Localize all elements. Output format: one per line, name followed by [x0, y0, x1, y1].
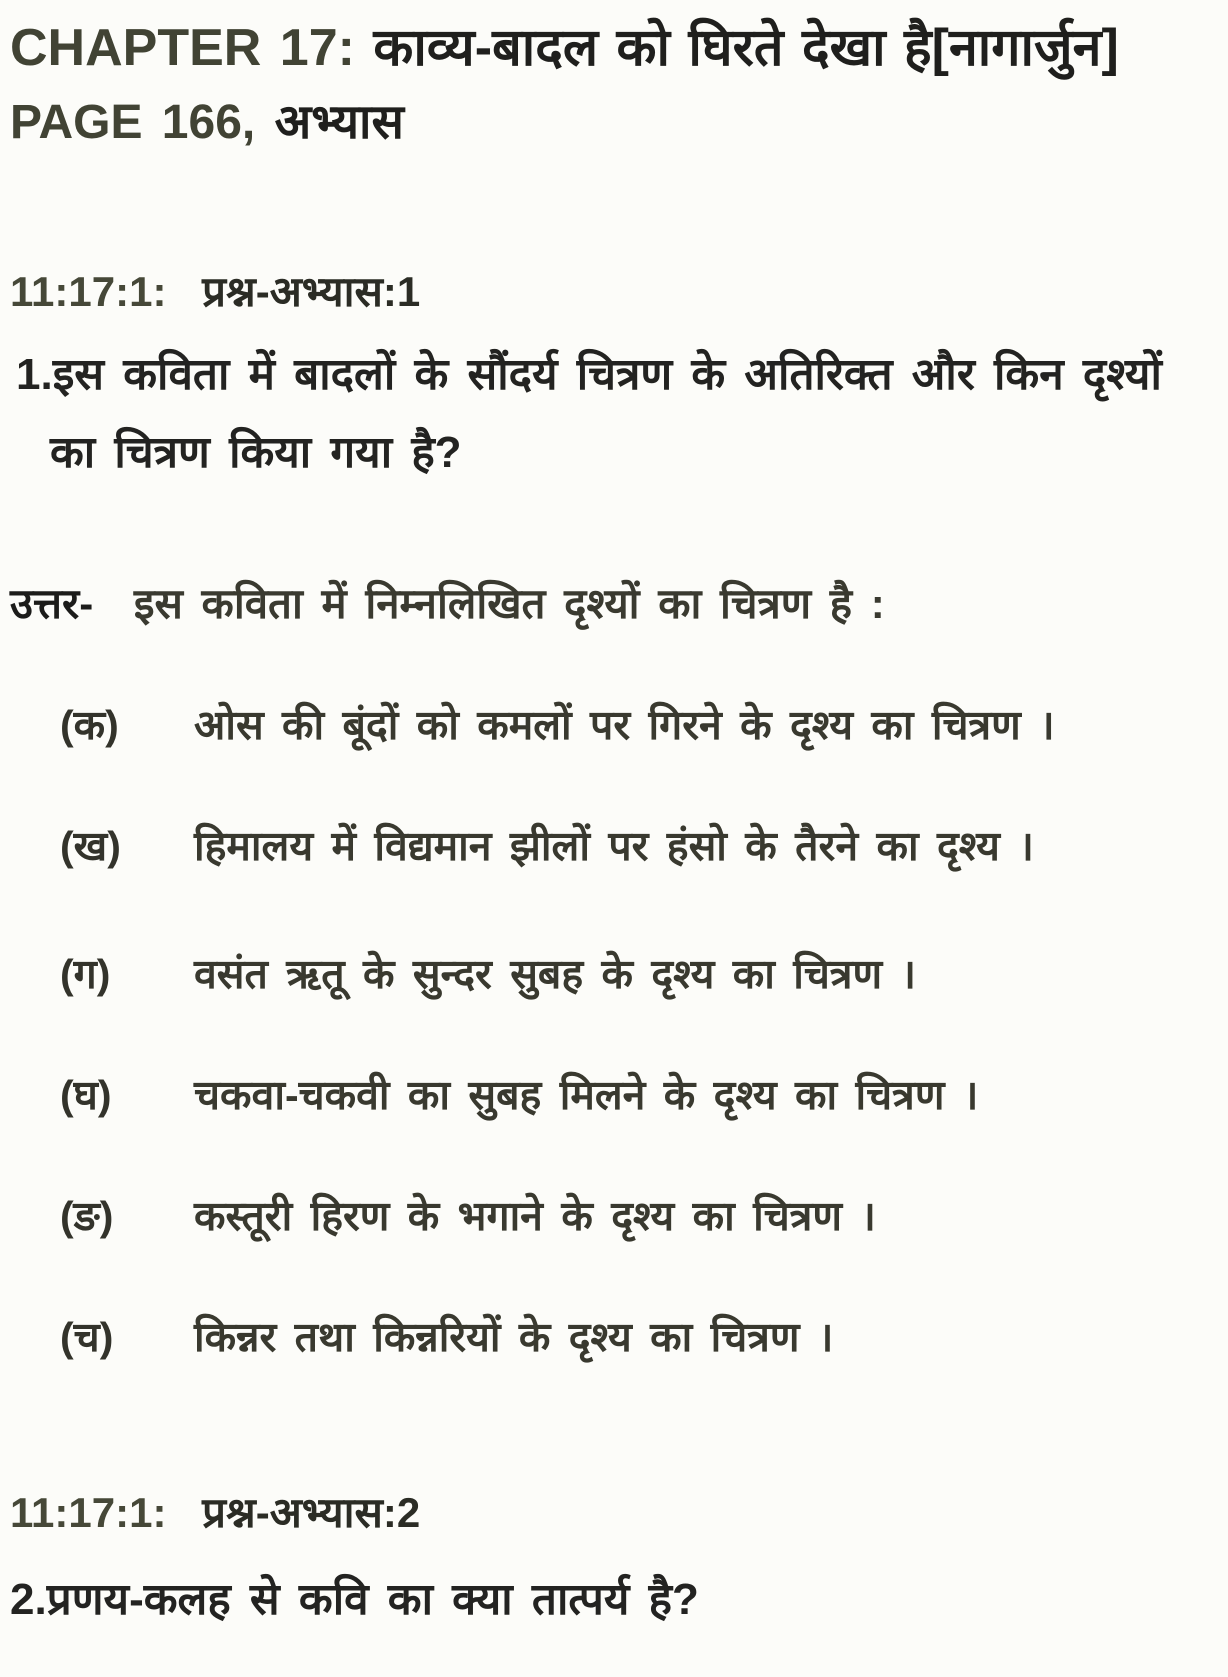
page-number-label: PAGE 166, — [10, 96, 256, 149]
question-2-heading — [10, 1487, 1188, 1539]
answer-item-ka-text: ओस की बूंदों को कमलों पर गिरने के दृश्य का चित्रण । — [194, 702, 1055, 748]
chapter-label: CHAPTER 17: — [10, 19, 355, 77]
answer-item-cha-text: किन्नर तथा किन्नरियों के दृश्य का चित्रण । — [194, 1314, 834, 1360]
chapter-title — [10, 4, 1160, 92]
answer-intro-text: इस कविता में निम्नलिखित दृश्यों का चित्रण है : — [133, 580, 885, 627]
chapter-title-text: काव्य-बादल को घिरते देखा है[नागार्जुन] — [373, 19, 1119, 77]
question-1-heading — [10, 266, 1188, 318]
answer-item-ga-label: (ग) — [60, 951, 111, 997]
answer-item-kha-text: हिमालय में विद्यमान झीलों पर हंसो के तैरने का दृश्य । — [194, 823, 1034, 869]
answer-item-ga-text: वसंत ऋतू के सुन्दर सुबह के दृश्य का चित्रण । — [194, 951, 917, 997]
answer-item-gha-label: (घ) — [60, 1072, 112, 1118]
question-2-heading-label: प्रश्न-अभ्यास:2 — [202, 1489, 421, 1536]
question-1-heading-code: 11:17:1: — [10, 268, 167, 315]
answer-1-intro — [10, 564, 1188, 644]
answer-item-kha-label: (ख) — [60, 823, 121, 869]
answer-item-kha — [10, 806, 1188, 886]
answer-1-list — [10, 685, 1188, 1377]
answer-item-ka-label: (क) — [60, 702, 119, 748]
question-2-heading-code: 11:17:1: — [10, 1489, 167, 1536]
answer-item-cha — [10, 1297, 1188, 1377]
answer-item-cha-label: (च) — [60, 1314, 114, 1360]
answer-item-nga-text: कस्तूरी हिरण के भगाने के दृश्य का चित्रण । — [194, 1193, 876, 1239]
answer-item-nga — [10, 1176, 1188, 1256]
answer-item-ga — [10, 934, 1188, 1014]
answer-item-nga-label: (ङ) — [60, 1193, 114, 1239]
answer-item-ka — [10, 685, 1188, 765]
question-1-text: 1.इस कविता में बादलों के सौंदर्य चित्रण के अतिरिक्त और किन दृश्यों का चित्रण किया गया है? — [16, 350, 1162, 477]
answer-label: उत्तर- — [10, 580, 94, 627]
answer-item-gha — [10, 1055, 1188, 1135]
question-1-heading-label: प्रश्न-अभ्यास:1 — [202, 268, 421, 315]
page-reference — [10, 92, 1188, 154]
answer-item-gha-text: चकवा-चकवी का सुबह मिलने के दृश्य का चित्रण । — [194, 1072, 979, 1118]
question-2-text: 2.प्रणय-कलह से कवि का क्या तात्पर्य है? — [10, 1575, 699, 1624]
page-exercise-label: अभ्यास — [274, 96, 404, 149]
